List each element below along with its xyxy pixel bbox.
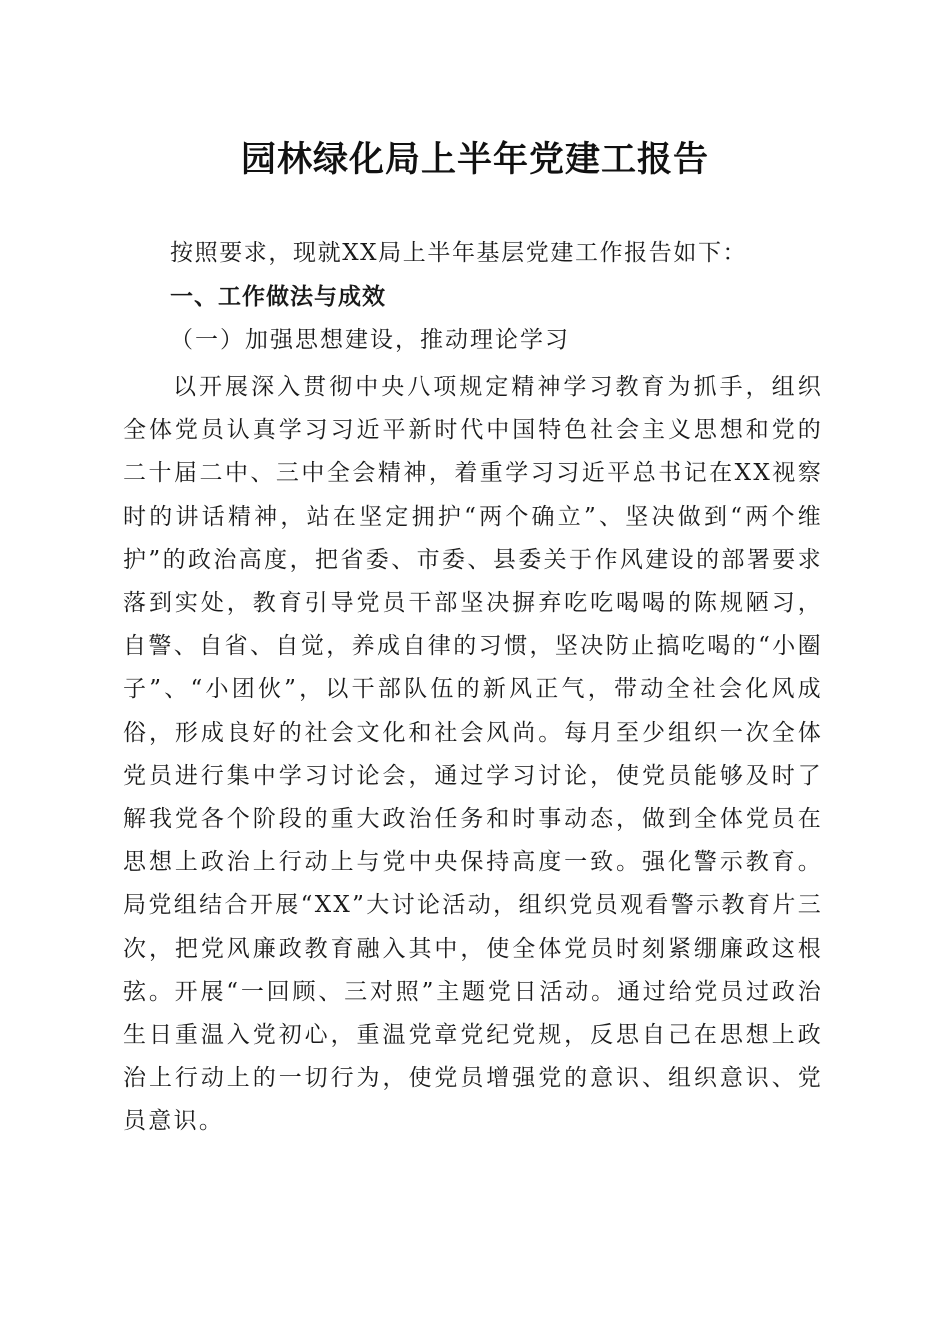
body-paragraph: 以开展深入贯彻中央八项规定精神学习教育为抓手，组织全体党员认真学习习近平新时代中国特色社会主义思想和党的二十届二中、三中全会精神，着重学习习近平总书记在XX视察时的讲话精神，站在坚定拥护“两个确立”、坚决做到“两个维护”的政治高度，把省委、市委、县委关于作风建设的部署要求落到实处，教育引导党员干部坚决摒弃吃吃喝喝的陈规陋习，自警、自省、自觉，养成自律的习惯，坚决防止搞吃喝的“小圈子”、“小团伙”，以干部队伍的新风正气，带动全社会化风成俗，形成良好的社会文化和社会风尚。每月至少组织一次全体党员进行集中学习讨论会，通过学习讨论，使党员能够及时了解我党各个阶段的重大政治任务和时事动态，做到全体党员在思想上政治上行动上与党中央保持高度一致。强化警示教育。局党组结合开展“XX”大讨论活动，组织党员观看警示教育片三次，把党风廉政教育融入其中，使全体党员时刻紧绷廉政这根弦。开展“一回顾、三对照”主题党日活动。通过给党员过政治生日重温入党初心，重温党章党纪党规，反思自己在思想上政治上行动上的一切行为，使党员增强党的意识、组织意识、党员意识。: [123, 374, 823, 1135]
document-title: 园林绿化局上半年党建工报告: [240, 139, 709, 180]
section-heading: 一、工作做法与成效: [170, 284, 386, 310]
intro-paragraph: 按照要求，现就XX局上半年基层党建工作报告如下：: [170, 240, 748, 266]
subsection-heading: （一）加强思想建设，推动理论学习: [170, 327, 570, 353]
